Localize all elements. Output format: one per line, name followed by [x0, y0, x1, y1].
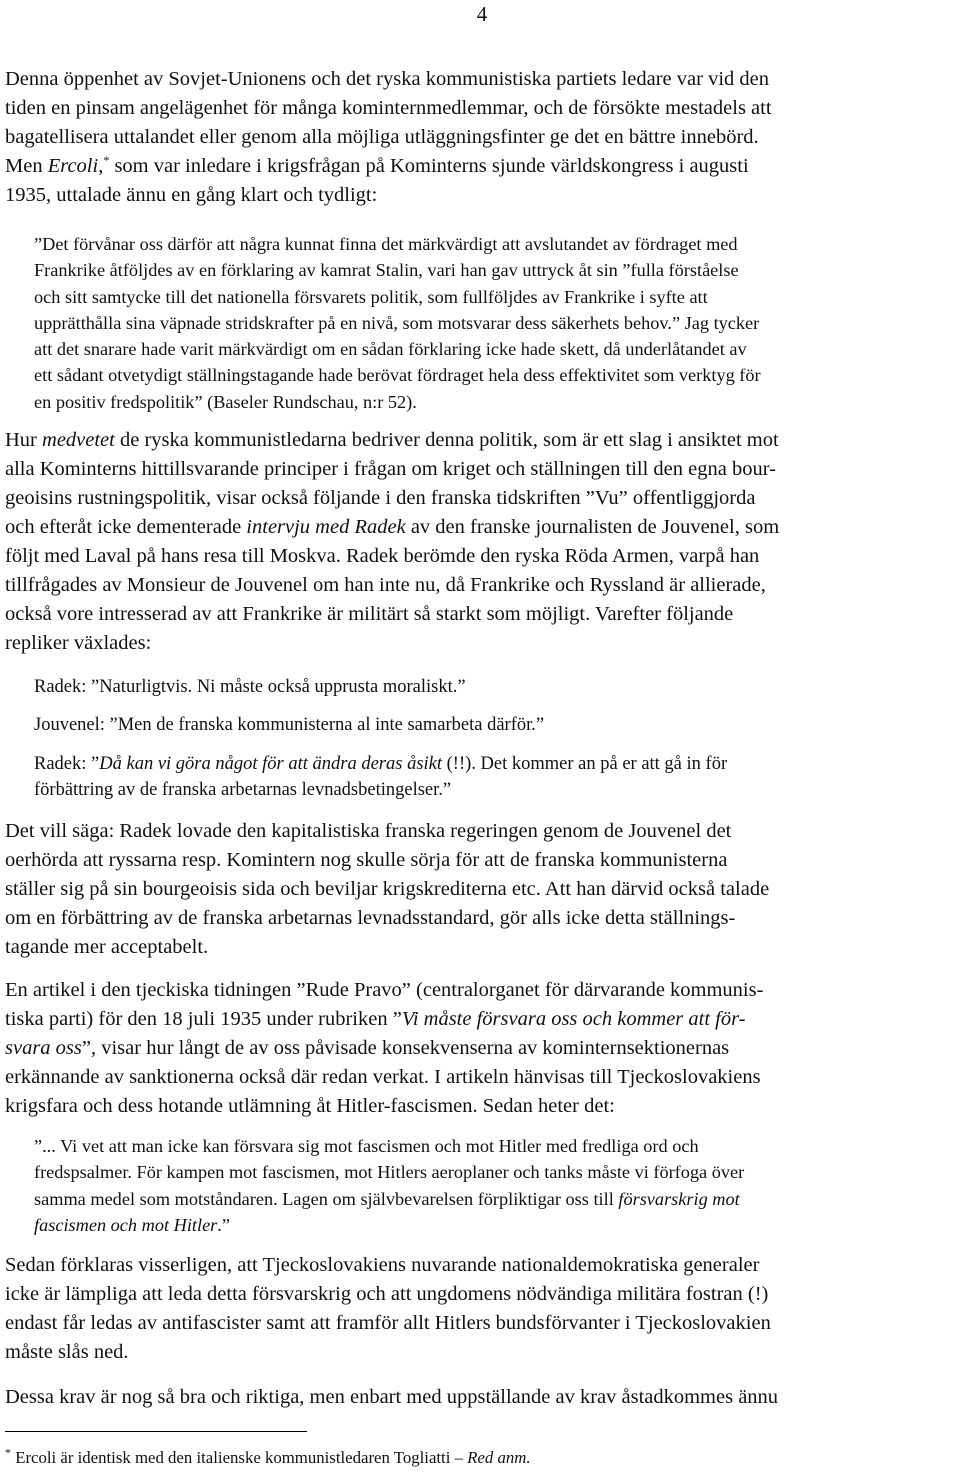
- text-fragment: de ryska kommunistledarna bedriver denna politik, som är ett slag i ansiktet mot: [114, 429, 779, 451]
- paragraph-intro: [5, 65, 955, 210]
- text-line: Men: [5, 155, 48, 177]
- text-line: tagande mer acceptabelt.: [5, 936, 209, 958]
- text-fragment: (!!). Det kommer an på er att gå in för: [442, 754, 728, 774]
- emphasis: svara oss: [5, 1037, 82, 1059]
- text-line: repliker växlades:: [5, 632, 152, 654]
- quote-line: ”... Vi vet att man icke kan försvara sig mot fascismen och mot Hitler med fredliga ord och: [34, 1136, 699, 1156]
- text-fragment: ,: [98, 155, 104, 177]
- dialog-line: Jouvenel: ”Men de franska kommunisterna al inte samarbeta därför.”: [34, 715, 545, 735]
- text-fragment: Hur: [5, 429, 43, 451]
- footnote-marker: *: [103, 153, 110, 168]
- emphasis: medvetet: [42, 429, 115, 451]
- text-fragment: tiska parti) för den 18 juli 1935 under rubriken ”: [5, 1008, 402, 1030]
- quote-line: en positiv fredspolitik” (Baseler Rundschau, n:r 52).: [34, 391, 417, 412]
- text-line: krigsfara och dess hotande utlämning åt Hitler-fascismen. Sedan heter det:: [5, 1095, 615, 1117]
- text-fragment: ”, visar hur långt de av oss påvisade konsekvenserna av kominternsektionernas: [81, 1037, 730, 1059]
- text-line: icke är lämpliga att leda detta försvarskrig och att ungdomens nödvändiga militära fostran (!): [5, 1283, 769, 1305]
- text-line: Det vill säga: Radek lovade den kapitalistiska franska regeringen genom de Jouvenel det: [5, 820, 732, 842]
- footnote: [5, 1445, 531, 1468]
- footnote-divider: [5, 1431, 307, 1432]
- paragraph-sedan-forklaras: [5, 1251, 955, 1367]
- dialog-line: Radek: ”Naturligtvis. Ni måste också upprusta moraliskt.”: [34, 677, 466, 697]
- quote-line: Jag tycker: [680, 312, 760, 333]
- text-line: bagatellisera uttalandet eller genom alla möjliga utläggningsfinter ge det en bättre innebörd.: [5, 126, 759, 148]
- dialog-line: [34, 751, 930, 803]
- footnote-text: Ercoli är identisk med den italienske kommunistledaren Togliatti –: [11, 1448, 468, 1467]
- text-line: måste slås ned.: [5, 1341, 129, 1363]
- text-line: En artikel i den tjeckiska tidningen ”Rude Pravo” (centralorganet för därvarande kommunis-: [5, 979, 764, 1001]
- ercoli-name: Ercoli: [47, 155, 99, 177]
- text-line: geoisins rustningspolitik, visar också följande i den franska tidskriften ”Vu” offentliggjorda: [5, 487, 756, 509]
- text-line: om en förbättring av de franska arbetarnas levnadsstandard, gör alls icke detta ställnings-: [5, 907, 736, 929]
- footnote-marker: *: [5, 1445, 11, 1460]
- text-line: följt med Laval på hans resa till Moskva. Radek berömde den ryska Röda Armen, varpå han: [5, 545, 760, 567]
- emphasis: försvarskrig mot: [618, 1188, 740, 1209]
- text-line: erkännande av sanktionerna också där redan verkat. I artikeln hänvisas till Tjeckoslovakiens: [5, 1066, 761, 1088]
- emphasis: Då kan vi göra något för att ändra deras åsikt: [99, 754, 443, 774]
- quote-line: samma medel som motståndaren. Lagen om självbevarelsen förpliktigar oss till: [34, 1188, 619, 1209]
- quote-line: Frankrike åtföljdes av en förklaring av kamrat Stalin, vari han gav uttryck åt sin ”fulla förståelse: [34, 260, 739, 281]
- text-line: förbättring av de franska arbetarnas levnadsbetingelser.”: [34, 780, 452, 800]
- text-line: Denna öppenhet av Sovjet-Unionens och det ryska kommunistiska partiets ledare var vid den: [5, 68, 769, 90]
- text-line: alla Kominterns hittillsvarande principer i frågan om kriget och ställningen till den egna bour-: [5, 458, 776, 480]
- text-line: 1935, uttalade ännu en gång klart och tydligt:: [5, 184, 378, 206]
- footnote-editor-note: Red anm.: [467, 1448, 531, 1467]
- quote-line: ”Det förvånar oss därför att några kunnat finna det märkvärdigt att avslutandet av fördraget med: [34, 234, 738, 254]
- quote-line: fredspsalmer. För kampen mot fascismen, mot Hitlers aeroplaner och tanks måste vi förfoga över: [34, 1162, 745, 1183]
- paragraph-det-vill-saga: [5, 817, 955, 962]
- emphasis: fascismen och mot Hitler: [34, 1214, 218, 1235]
- text-line: tiden en pinsam angelägenhet för många kominternmedlemmar, och de försökte mestadels att: [5, 97, 772, 119]
- text-line: oerhörda att ryssarna resp. Komintern nog skulle sörja för att de franska kommunisterna: [5, 849, 728, 871]
- paragraph-dessa-krav: [5, 1383, 955, 1412]
- paragraph-radek-intervju: [5, 426, 955, 658]
- paragraph-rude-pravo: [5, 976, 955, 1121]
- text-line: endast får ledas av antifascister samt att framför allt Hitlers bundsförvanter i Tjeckoslovakien: [5, 1312, 771, 1334]
- page-number: 4: [476, 2, 488, 26]
- quote-line: att det snarare hade varit märkvärdigt om en sådan förklaring icke hade skett, då underlåtandet av: [34, 339, 747, 360]
- text-line: ställer sig på sin bourgeoisis sida och beviljar krigskrediterna etc. Att han därvid också talade: [5, 878, 770, 900]
- quote-line: ett sådant otvetydigt ställningstagande hade berövat fördraget hela dess effektivitet som verktyg för: [34, 365, 761, 386]
- text-fragment: av den franske journalisten de Jouvenel, som: [405, 516, 780, 538]
- text-line: Sedan förklaras visserligen, att Tjeckoslovakiens nuvarande nationaldemokratiska generaler: [5, 1254, 760, 1276]
- text-line: Dessa krav är nog så bra och riktiga, men enbart med uppställande av krav åstadkommes ännu: [5, 1386, 779, 1408]
- text-fragment: .”: [217, 1214, 230, 1235]
- text-fragment: och efteråt icke dementerade: [5, 516, 247, 538]
- emphasis: intervju med Radek: [246, 516, 406, 538]
- text-line: tillfrågades av Monsieur de Jouvenel om han inte nu, då Frankrike och Ryssland är allierade,: [5, 574, 766, 596]
- quote-line: och sitt samtycke till det nationella försvarets politik, som fullföljdes av Frankrike i syfte att: [34, 286, 708, 307]
- emphasis: Vi måste försvara oss och kommer att för-: [401, 1008, 746, 1030]
- quote-line: upprätthålla sina väpnade stridskrafter på en nivå, som motsvarar dess säkerhets behov.”: [34, 312, 681, 333]
- text-fragment: Radek: ”: [34, 754, 100, 774]
- text-line: också vore intresserad av att Frankrike är militärt så starkt som möjligt. Varefter följande: [5, 603, 734, 625]
- quote-rude-pravo: [34, 1133, 934, 1238]
- text-line: som var inledare i krigsfrågan på Kominterns sjunde världskongress i augusti: [109, 155, 749, 177]
- quote-ercoli: [34, 231, 934, 415]
